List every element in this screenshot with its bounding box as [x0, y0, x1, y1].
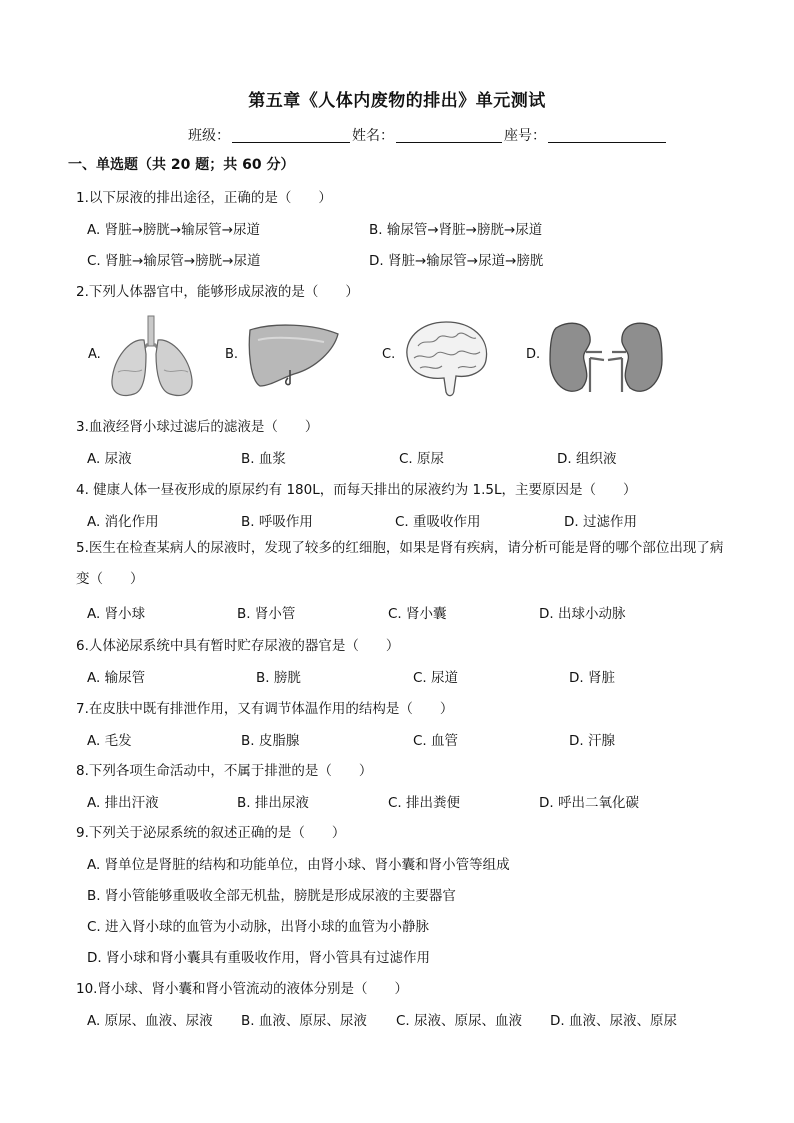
name-blank[interactable]	[396, 128, 502, 143]
question-stem: 1.以下尿液的排出途径，正确的是（ ）	[76, 190, 332, 206]
option-d[interactable]: D.	[526, 347, 541, 362]
student-info-line	[188, 125, 668, 145]
question-stem: 4. 健康人体一昼夜形成的原尿约有 180L，而每天排出的尿液约为 1.5L，主要原因是（ ）	[76, 482, 637, 498]
option-a[interactable]: A. 消化作用	[87, 514, 159, 530]
question-stem: 2.下列人体器官中，能够形成尿液的是（ ）	[76, 284, 359, 300]
option-a[interactable]: A. 肾脏→膀胱→输尿管→尿道	[87, 222, 261, 238]
option-a[interactable]: A.	[88, 347, 101, 362]
option-c[interactable]: C. 尿道	[413, 670, 459, 686]
option-c[interactable]: C. 尿液、原尿、血液	[396, 1013, 523, 1029]
question-stem: 6.人体泌尿系统中具有暂时贮存尿液的器官是（ ）	[76, 638, 400, 654]
option-b[interactable]: B. 膀胱	[256, 670, 301, 686]
liver-icon	[244, 320, 342, 392]
option-c[interactable]: C. 原尿	[399, 451, 445, 467]
option-c[interactable]: C. 肾小囊	[388, 606, 447, 622]
option-b[interactable]: B. 血液、原尿、尿液	[241, 1013, 367, 1029]
question-stem: 3.血液经肾小球过滤后的滤液是（ ）	[76, 419, 319, 435]
option-d[interactable]: D. 汗腺	[569, 733, 615, 749]
option-b[interactable]: B. 肾小管能够重吸收全部无机盐，膀胱是形成尿液的主要器官	[87, 888, 456, 904]
class-label: 班级：	[188, 128, 230, 144]
question-stem: 10.肾小球、肾小囊和肾小管流动的液体分别是（ ）	[76, 981, 408, 997]
option-a[interactable]: A. 肾单位是肾脏的结构和功能单位，由肾小球、肾小囊和肾小管等组成	[87, 857, 510, 873]
option-c[interactable]: C. 排出粪便	[388, 795, 461, 811]
option-d[interactable]: D. 呼出二氧化碳	[539, 795, 639, 811]
option-b[interactable]: B. 皮脂腺	[241, 733, 300, 749]
option-b[interactable]: B. 血浆	[241, 451, 286, 467]
option-d[interactable]: D. 出球小动脉	[539, 606, 626, 622]
option-d[interactable]: D. 血液、尿液、原尿	[550, 1013, 677, 1029]
option-d[interactable]: D. 肾小球和肾小囊具有重吸收作用，肾小管具有过滤作用	[87, 950, 430, 966]
lungs-icon	[104, 314, 198, 400]
option-d[interactable]: D. 组织液	[557, 451, 617, 467]
seat-label: 座号：	[504, 128, 546, 144]
option-d[interactable]: D. 肾脏	[569, 670, 615, 686]
option-b[interactable]: B. 输尿管→肾脏→膀胱→尿道	[369, 222, 543, 238]
class-blank[interactable]	[232, 128, 350, 143]
option-d[interactable]: D. 肾脏→输尿管→尿道→膀胱	[369, 253, 544, 269]
question-stem: 5.医生在检查某病人的尿液时，发现了较多的红细胞，如果是肾有疾病，请分析可能是肾的哪个部位出现了病变（ ）	[76, 540, 724, 587]
option-b[interactable]: B. 排出尿液	[237, 795, 309, 811]
option-d[interactable]: D. 过滤作用	[564, 514, 637, 530]
brain-icon	[398, 316, 494, 400]
option-c[interactable]: C. 进入肾小球的血管为小动脉，出肾小球的血管为小静脉	[87, 919, 430, 935]
option-c[interactable]: C. 血管	[413, 733, 459, 749]
name-label: 姓名：	[352, 128, 394, 144]
option-a[interactable]: A. 排出汗液	[87, 795, 159, 811]
option-a[interactable]: A. 毛发	[87, 733, 132, 749]
option-b[interactable]: B. 呼吸作用	[241, 514, 313, 530]
option-a[interactable]: A. 肾小球	[87, 606, 146, 622]
question-stem: 8.下列各项生命活动中，不属于排泄的是（ ）	[76, 763, 373, 779]
page-title: 第五章《人体内废物的排出》单元测试	[248, 91, 546, 111]
option-c[interactable]: C. 肾脏→输尿管→膀胱→尿道	[87, 253, 261, 269]
option-b[interactable]: B.	[225, 347, 239, 362]
option-c[interactable]: C.	[382, 347, 396, 362]
option-b[interactable]: B. 肾小管	[237, 606, 296, 622]
option-c[interactable]: C. 重吸收作用	[395, 514, 481, 530]
kidneys-icon	[546, 318, 666, 396]
seat-blank[interactable]	[548, 128, 666, 143]
option-a[interactable]: A. 尿液	[87, 451, 132, 467]
option-a[interactable]: A. 输尿管	[87, 670, 146, 686]
question-stem: 9.下列关于泌尿系统的叙述正确的是（ ）	[76, 825, 346, 841]
section-title: 一、单选题（共 20 题；共 60 分）	[68, 157, 295, 173]
question-stem: 7.在皮肤中既有排泄作用，又有调节体温作用的结构是（ ）	[76, 701, 454, 717]
option-a[interactable]: A. 原尿、血液、尿液	[87, 1013, 213, 1029]
